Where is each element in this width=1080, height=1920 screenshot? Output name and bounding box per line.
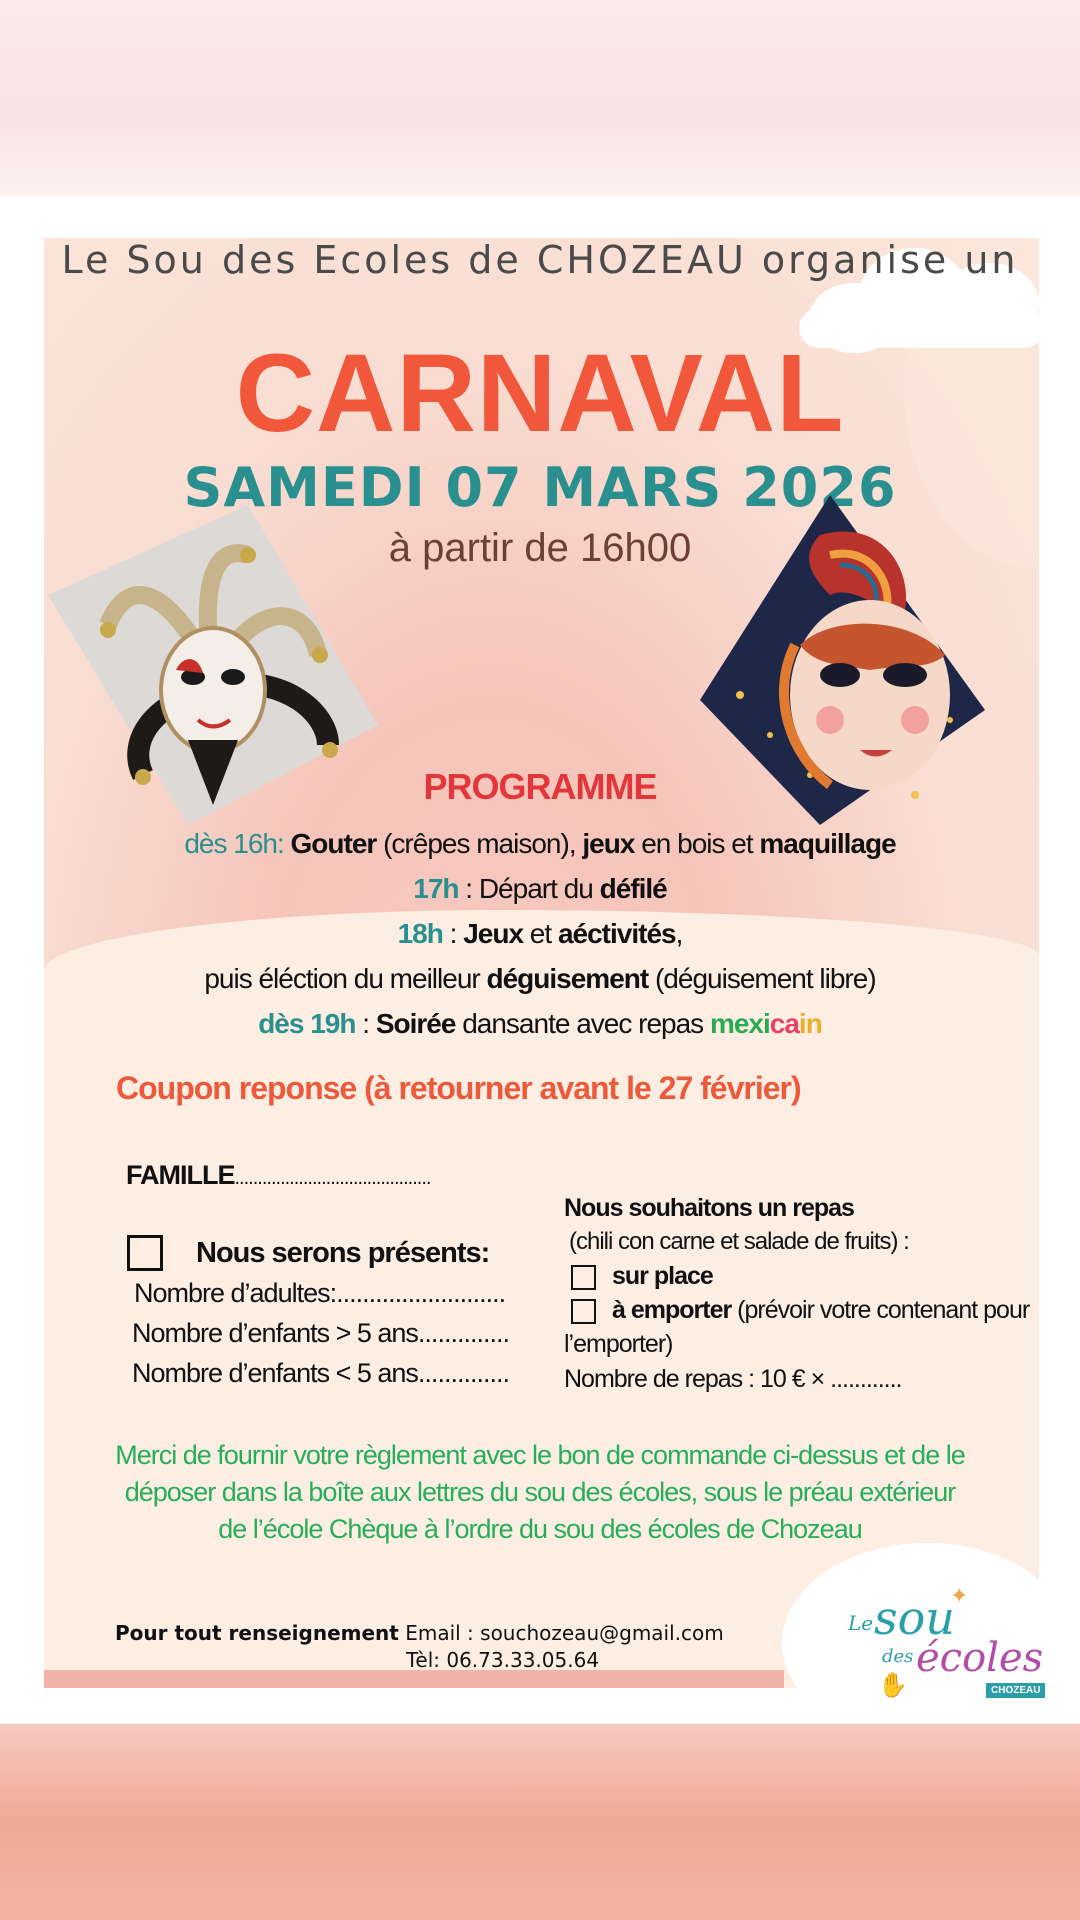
logo-le: Le [848,1611,874,1635]
event-time: à partir de 16h00 [388,526,692,570]
logo-place-badge: CHOZEAU [986,1683,1045,1698]
emporter-line [612,1296,1029,1325]
mexicain-part: mexi [709,1008,770,1039]
programme-line-18h [0,918,1080,950]
instructions-line: déposer dans la boîte aux lettres du sou des écoles, sous le préau extérieur [124,1477,956,1507]
text: et [523,918,558,949]
mexicain-part: ca [769,1008,799,1039]
bottom-strip [44,1670,784,1688]
contact-line [115,1621,724,1645]
repas-title: Nous souhaitons un repas [564,1194,854,1222]
instructions-line: de l’école Chèque à l’ordre du sou des écoles de Chozeau [218,1514,862,1544]
logo-ecoles: écoles [916,1635,1044,1681]
enfants-moins-field[interactable]: Nombre d’enfants < 5 ans.............. [132,1358,509,1388]
programme-line-17h [0,873,1080,905]
text-bold: défilé [599,873,667,904]
text: : Départ du [458,873,600,904]
emporter-note: (prévoir votre contenant pour [731,1296,1030,1324]
text: , [675,918,683,949]
adultes-field[interactable]: Nombre d’adultes:.......................... [134,1278,506,1308]
contact-email[interactable]: Email : souchozeau@gmail.com [398,1621,724,1645]
nombre-repas-field[interactable]: Nombre de repas : 10 € × ............ [564,1365,902,1393]
hand-icon: ✋ [878,1672,908,1699]
text-bold: jeux [582,828,635,859]
text: dansante avec repas [455,1008,710,1039]
event-title: CARNAVAL [235,332,845,455]
instructions-line: Merci de fournir votre règlement avec le bon de commande ci-dessus et de le [115,1440,965,1470]
top-background-band [0,0,1080,196]
sur-place-checkbox[interactable] [571,1265,596,1290]
text-bold: aéctivités [557,918,676,949]
text-bold: maquillage [759,828,896,859]
time-label: dès 16h: [184,828,284,859]
star-icon: ✦ [950,1583,969,1608]
text: : [442,918,464,949]
text-bold: Jeux [463,918,524,949]
contact-phone[interactable]: Tèl: 06.73.33.05.64 [406,1648,600,1672]
contact-label: Pour tout renseignement [115,1621,399,1645]
event-date: SAMEDI 07 MARS 2026 [183,456,897,519]
programme-line-19h [0,1008,1080,1040]
bottom-background-band [0,1724,1080,1920]
coupon-title: Coupon reponse (à retourner avant le 27 février) [116,1070,801,1106]
text: (crêpes maison), [376,828,583,859]
emporter-note-cont: l’emporter) [564,1330,673,1358]
sur-place-label: sur place [612,1262,713,1290]
mexicain-part: in [798,1008,822,1039]
enfants-plus-field[interactable]: Nombre d’enfants > 5 ans.............. [132,1318,509,1348]
presents-label: Nous serons présents: [196,1237,490,1269]
programme-line-16h [0,828,1080,860]
famille-label: FAMILLE [126,1160,235,1190]
famille-line [126,1160,430,1191]
logo-sou: sou [874,1591,955,1645]
emporter-checkbox[interactable] [571,1299,596,1324]
presents-checkbox[interactable] [127,1235,163,1271]
time-label: dès 19h [258,1008,356,1039]
text-bold: Soirée [375,1008,456,1039]
text: puis éléction du meilleur [204,963,487,994]
time-label: 17h [413,873,459,904]
time-label: 18h [397,918,443,949]
logo-des: des [882,1646,914,1667]
text: en bois et [634,828,760,859]
repas-menu: (chili con carne et salade de fruits) : [569,1228,909,1255]
programme-line-deguisement [0,963,1080,995]
organizer-line: Le Sou des Ecoles de CHOZEAU organise un [61,238,1019,282]
text: (déguisement libre) [648,963,876,994]
programme-title: PROGRAMME [423,766,657,807]
text-bold: Gouter [290,828,377,859]
text-bold: déguisement [486,963,649,994]
text: : [355,1008,376,1039]
sou-des-ecoles-logo [838,1583,1053,1703]
famille-dots[interactable]: ........................................... [234,1167,431,1189]
emporter-label: à emporter [612,1296,732,1324]
payment-instructions [0,1437,1080,1548]
